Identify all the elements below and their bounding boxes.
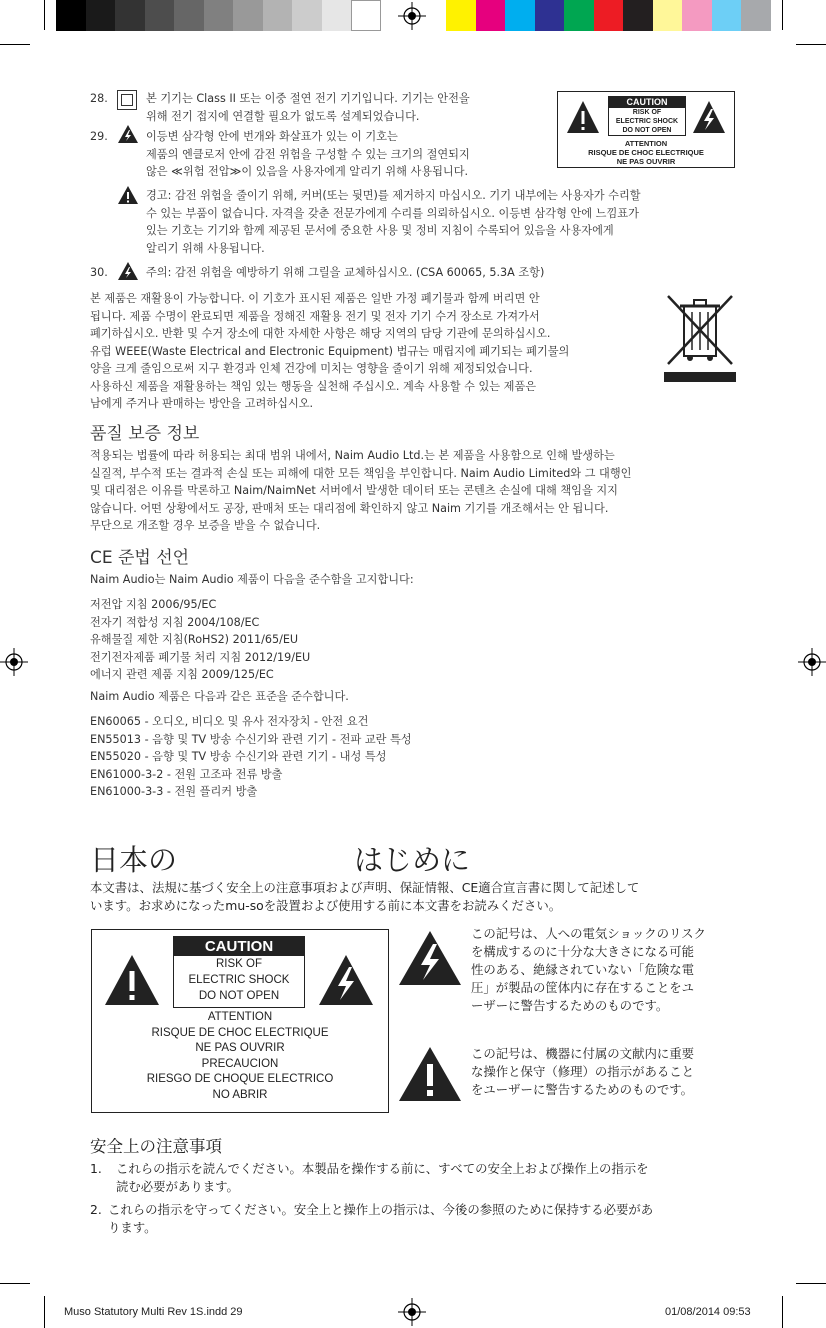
lightning-desc-line: この記号は、人への電気ショックのリスク xyxy=(471,926,706,941)
color-swatch xyxy=(623,0,653,31)
caution-french: ATTENTION RISQUE DE CHOC ELECTRIQUE NE PAS OUVRIR xyxy=(588,139,704,166)
lightning-warning-icon xyxy=(398,930,462,986)
lightning-warning-icon xyxy=(117,261,139,281)
registration-mark-icon xyxy=(798,648,826,676)
color-swatch xyxy=(741,0,771,31)
standard-line: EN61000-3-2 - 전원 고조파 전류 방출 xyxy=(90,767,283,781)
color-swatch xyxy=(145,0,175,31)
item-29-text: 이등변 삼각형 안에 번개와 화살표가 있는 이 기호는 제품의 엔클로저 안에 감전 위험을 구성할 수 있는 크기의 절연되지 않은 ≪위험 전압≫이 있음을 사용자에게 알리기 위해 사용됩니다. xyxy=(146,130,470,178)
weee-paragraph xyxy=(90,290,660,413)
footer-filename: Muso Statutory Multi Rev 1S.indd 29 xyxy=(64,1306,243,1318)
color-swatch xyxy=(56,0,86,31)
crop-mark xyxy=(782,0,783,30)
color-swatch xyxy=(86,0,116,31)
exclaim-desc-line: をユーザーに警告するためのものです。 xyxy=(471,1082,694,1097)
crop-mark xyxy=(796,44,826,45)
color-swatch xyxy=(712,0,742,31)
color-swatch xyxy=(322,0,352,31)
safety-item-1-text: これらの指示を読んでください。本製品を操作する前に、すべての安全上および操作上の指示を 読む必要があります。 xyxy=(116,1161,649,1194)
safety-heading: 安全上の注意事項 xyxy=(90,1137,222,1156)
warranty-paragraph xyxy=(90,447,750,535)
japanese-title-right: はじめに xyxy=(354,843,471,877)
exclamation-warning-icon xyxy=(566,100,600,134)
japanese-intro: 本文書は、法規に基づく安全上の注意事項および声明、保証情報、CE適合宣言書に関して記述して います。お求めになったmu-soを設置および使用する前に本文書をお読みください。 xyxy=(90,880,640,913)
exclamation-warning-icon xyxy=(117,185,139,205)
standard-line: EN60065 - 오디오, 비디오 및 유사 전자장치 - 안전 요건 xyxy=(90,715,369,728)
crop-mark xyxy=(782,1296,783,1328)
caution-label-large xyxy=(91,929,389,1113)
color-swatch xyxy=(594,0,624,31)
caution-multilingual: ATTENTION RISQUE DE CHOC ELECTRIQUE NE PAS OUVRIR PRECAUCION RIESGO DE CHOQUE ELECTRICO NO ABRIR xyxy=(146,1011,334,1101)
caution-label-small xyxy=(557,91,735,168)
weee-line: 본 제품은 재활용이 가능합니다. 이 기호가 표시된 제품은 일반 가정 폐기물과 함께 버리면 안 xyxy=(90,292,540,305)
directive-line: 저전압 지침 2006/95/EC xyxy=(90,598,217,611)
warranty-line: 및 대리점은 이유를 막론하고 Naim/NaimNet 서버에서 발생한 데이터 또는 콘텐츠 손실에 대해 책임을 지지 xyxy=(90,484,618,497)
exclaim-desc-line: な操作と保守（修理）の指示があること xyxy=(471,1064,695,1079)
lightning-warning-icon xyxy=(117,124,139,144)
crop-mark xyxy=(44,1296,45,1328)
standards-list xyxy=(90,713,412,801)
color-swatch xyxy=(174,0,204,31)
registration-mark-icon xyxy=(398,2,426,30)
weee-line: 유럽 WEEE(Waste Electrical and Electronic Equipment) 법규는 매립지에 폐기되는 폐기물의 xyxy=(90,344,570,358)
item-30-text: 주의: 감전 위험을 예방하기 위해 그릴을 교체하십시오. (CSA 60065, 5.3A 조항) xyxy=(146,266,545,279)
safety-item-2-text: これらの指示を守ってください。安全上と操作上の指示は、今後の参照のために保持する必要があ ります。 xyxy=(108,1202,654,1235)
warranty-line: 않습니다. 어떤 상황에서도 공장, 판매처 또는 대리점에 확인하지 않고 Naim 기기를 개조해서는 안 됩니다. xyxy=(90,501,609,515)
caution-box-large: CAUTION RISK OF ELECTRIC SHOCK DO NOT OPEN xyxy=(173,936,305,1008)
warranty-heading: 품질 보증 정보 xyxy=(90,424,200,444)
lightning-desc-line: 性のある、絶縁されていない「危険な電 xyxy=(471,962,695,977)
color-swatch xyxy=(263,0,293,31)
exclamation-warning-icon xyxy=(398,1046,462,1102)
item-28-number: 28. xyxy=(90,92,108,105)
color-swatch xyxy=(351,0,381,31)
crop-mark xyxy=(796,1283,826,1284)
exclamation-description xyxy=(471,1045,741,1099)
warranty-line: 적용되는 법률에 따라 허용되는 최대 범위 내에서, Naim Audio Ltd.는 본 제품을 사용함으로 인해 발생하는 xyxy=(90,449,615,462)
exclamation-warning-icon xyxy=(104,954,160,1006)
color-swatch xyxy=(564,0,594,31)
color-swatch xyxy=(653,0,683,31)
japanese-title-left: 日本の xyxy=(90,843,178,877)
footer-date: 01/08/2014 09:53 xyxy=(665,1306,751,1318)
weee-crossed-bin-icon xyxy=(664,292,736,384)
registration-mark-icon xyxy=(0,648,28,676)
crop-mark xyxy=(0,1283,30,1284)
caution-box: CAUTION RISK OF ELECTRIC SHOCK DO NOT OPEN xyxy=(608,96,686,136)
directive-line: 전자기 적합성 지침 2004/108/EC xyxy=(90,615,260,629)
directive-line: 전기전자제품 폐기물 처리 지침 2012/19/EU xyxy=(90,650,311,664)
standard-line: EN55020 - 음향 및 TV 방송 수신기와 관련 기기 - 내성 특성 xyxy=(90,750,387,763)
lightning-description xyxy=(471,925,741,1015)
color-swatch xyxy=(233,0,263,31)
weee-line: 폐기하십시오. 반환 및 수거 장소에 대한 자세한 사항은 해당 지역의 담당 기관에 문의하십시오. xyxy=(90,327,551,340)
color-swatch xyxy=(115,0,145,31)
ce-intro: Naim Audio는 Naim Audio 제품이 다음을 준수함을 고지합니다: xyxy=(90,573,414,586)
standard-line: EN55013 - 음향 및 TV 방송 수신기와 관련 기기 - 전파 교란 특성 xyxy=(90,732,412,746)
color-swatch xyxy=(476,0,506,31)
directive-line: 에너지 관련 제품 지침 2009/125/EC xyxy=(90,668,274,681)
color-swatch xyxy=(204,0,234,31)
ce-heading: CE 준법 선언 xyxy=(90,548,190,568)
lightning-desc-line: 圧」が製品の筐体内に存在することをユ xyxy=(471,980,695,995)
registration-mark-icon xyxy=(398,1298,426,1326)
weee-line: 남에게 주거나 판매하는 방안을 고려하십시오. xyxy=(90,397,314,410)
color-swatch xyxy=(505,0,535,31)
directives-list xyxy=(90,596,310,684)
lightning-warning-icon xyxy=(692,100,726,134)
color-swatch xyxy=(292,0,322,31)
standard-line: EN61000-3-3 - 전원 플리커 방출 xyxy=(90,785,258,798)
safety-item-2-number: 2. xyxy=(90,1202,102,1217)
crop-mark xyxy=(44,0,45,30)
item-28-text: 본 기기는 Class II 또는 이중 절연 전기 기기입니다. 기기는 안전을 위해 전기 접지에 연결할 필요가 없도록 설계되었습니다. xyxy=(146,92,470,123)
weee-line: 양을 크게 줄임으로써 지구 환경과 인체 건강에 미치는 영향을 줄이기 위해 제정되었습니다. xyxy=(90,362,533,375)
double-insulation-icon xyxy=(117,90,137,110)
warning-text: 경고: 감전 위험을 줄이기 위해, 커버(또는 뒷면)를 제거하지 마십시오. 기기 내부에는 사용자가 수리할 수 있는 부품이 없습니다. 자격을 갖춘 전문가에게 수리를 의뢰하십시오. 이등변 삼각형 안에 느낌표가 있는 기호는 기기와 함께 제공된 문서에 중요한 사용 및 정비 지침이 수록되어 있음을 사용자에게 알리기 위해 사용됩니다. xyxy=(146,189,641,255)
warranty-line: 무단으로 개조할 경우 보증을 받을 수 없습니다. xyxy=(90,519,321,532)
color-swatch xyxy=(535,0,565,31)
warranty-line: 실질적, 부수적 또는 결과적 손실 또는 피해에 대한 모든 책임을 부인합니다. Naim Audio Limited와 그 대행인 xyxy=(90,466,632,480)
safety-item-1-number: 1. xyxy=(90,1161,102,1176)
lightning-warning-icon xyxy=(318,954,374,1006)
directive-line: 유해물질 제한 지침(RoHS2) 2011/65/EU xyxy=(90,633,299,646)
item-30-number: 30. xyxy=(90,266,108,279)
weee-line: 됩니다. 제품 수명이 완료되면 제품을 정해진 재활용 전기 및 전자 기기 수거 장소로 가져가서 xyxy=(90,309,540,323)
standards-intro: Naim Audio 제품은 다음과 같은 표준을 준수합니다. xyxy=(90,690,349,703)
color-swatch xyxy=(682,0,712,31)
crop-mark xyxy=(0,44,30,45)
lightning-desc-line: を構成するのに十分な大きさになる可能 xyxy=(471,944,695,959)
item-29-number: 29. xyxy=(90,130,108,143)
exclaim-desc-line: この記号は、機器に付属の文献内に重要 xyxy=(471,1046,695,1061)
weee-line: 사용하신 제품을 재활용하는 책임 있는 행동을 실천해 주십시오. 계속 사용할 수 있는 제품은 xyxy=(90,379,537,393)
lightning-desc-line: ーザーに警告するためのものです。 xyxy=(471,998,669,1013)
color-swatch xyxy=(446,0,476,31)
